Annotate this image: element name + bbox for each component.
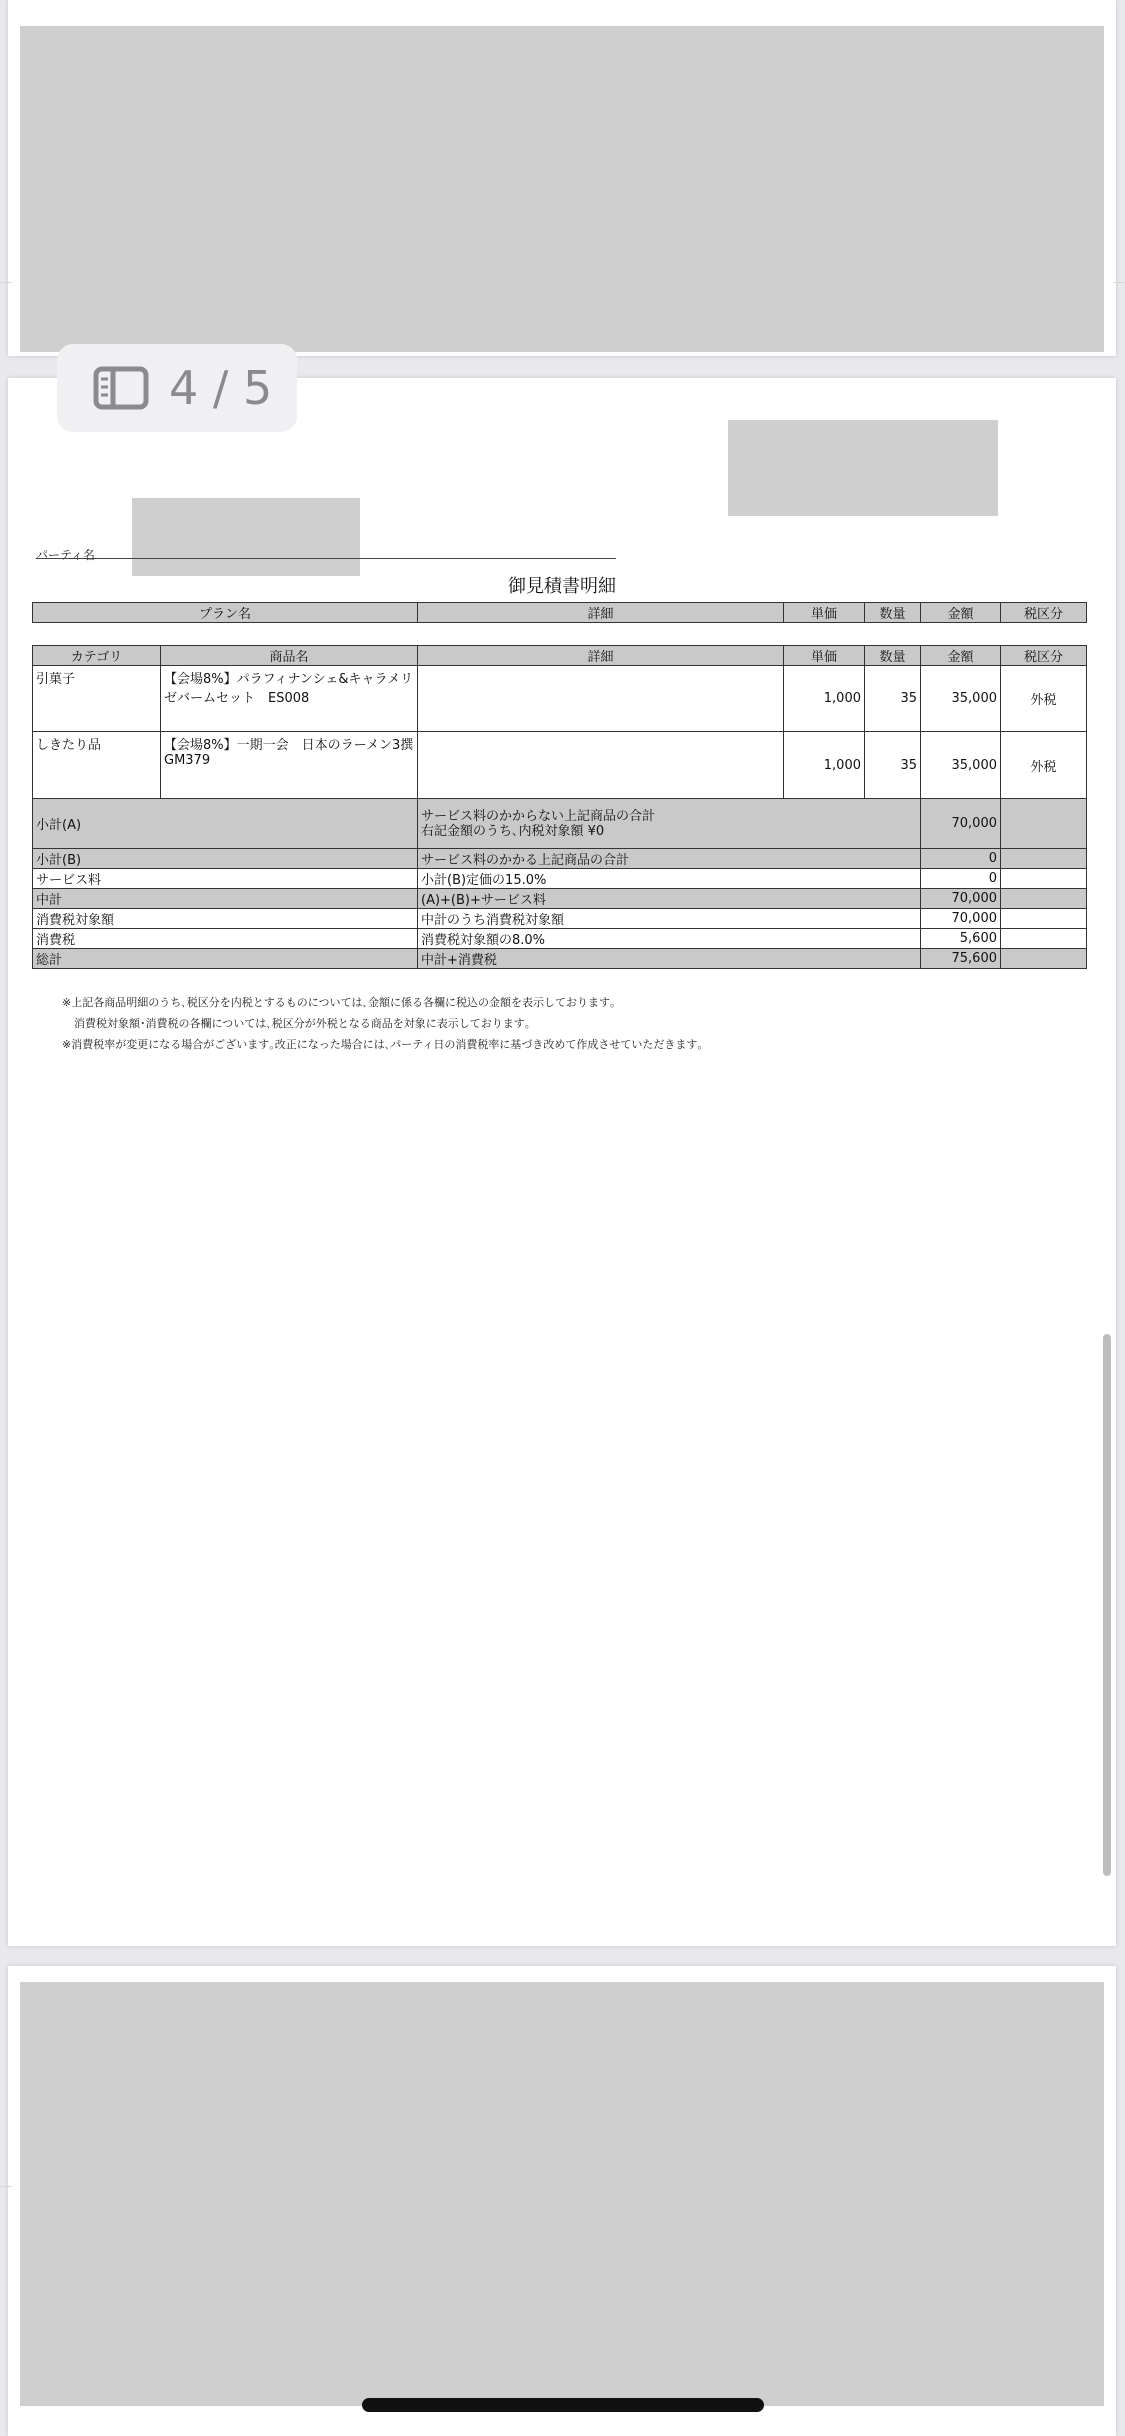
plan-header-cell: 単価 — [784, 603, 865, 623]
summary-label: サービス料 — [33, 869, 418, 889]
page-divider — [1113, 282, 1125, 283]
item-detail — [418, 666, 784, 732]
summary-label: 総計 — [33, 949, 418, 969]
redacted-party-name — [132, 498, 360, 576]
summary-blank — [1001, 849, 1087, 869]
summary-description: 消費税対象額の8.0% — [418, 929, 921, 949]
estimate-detail-table — [32, 645, 1087, 969]
items-header-cell: 税区分 — [1001, 646, 1087, 666]
summary-row-grand-total — [33, 949, 1087, 969]
item-row — [33, 732, 1087, 799]
item-name: 【会場8%】パラフィナンシェ&キャラメリゼバームセット ES008 — [161, 666, 418, 732]
party-name-underline — [36, 558, 616, 559]
summary-description: 中計のうち消費税対象額 — [418, 909, 921, 929]
page-divider — [0, 2186, 12, 2187]
next-page[interactable] — [8, 1966, 1116, 2436]
summary-amount: 70,000 — [921, 799, 1001, 849]
summary-blank — [1001, 929, 1087, 949]
summary-blank — [1001, 889, 1087, 909]
summary-description: 小計(B)定価の15.0% — [418, 869, 921, 889]
plan-header-cell: 詳細 — [418, 603, 784, 623]
item-category: しきたり品 — [33, 732, 161, 799]
summary-description-line: 右記金額のうち､内税対象額 ¥0 — [421, 823, 605, 839]
items-header-cell: 数量 — [865, 646, 921, 666]
item-detail — [418, 732, 784, 799]
footnote: ※消費税率が変更になる場合がございます｡改正になった場合には､パーティ日の消費税率に基づき改めて作成させていただきます｡ — [62, 1038, 703, 1051]
summary-amount: 0 — [921, 849, 1001, 869]
plan-header-row — [33, 603, 1087, 623]
summary-label: 消費税対象額 — [33, 909, 418, 929]
footnote: 消費税対象額･消費税の各欄については､税区分が外税となる商品を対象に表示しております｡ — [74, 1017, 531, 1030]
summary-amount: 0 — [921, 869, 1001, 889]
plan-header-cell: プラン名 — [33, 603, 418, 623]
summary-row-service-fee — [33, 869, 1087, 889]
home-indicator[interactable] — [362, 2398, 764, 2412]
item-unit-price: 1,000 — [784, 732, 865, 799]
item-amount: 35,000 — [921, 732, 1001, 799]
items-header-cell: 単価 — [784, 646, 865, 666]
item-quantity: 35 — [865, 666, 921, 732]
page-number-text: 4 / 5 — [169, 361, 273, 415]
summary-description — [418, 799, 921, 849]
summary-label: 小計(B) — [33, 849, 418, 869]
plan-header-cell: 数量 — [865, 603, 921, 623]
sidebar-toggle-icon[interactable] — [93, 366, 149, 410]
document-title: 御見積書明細 — [508, 576, 616, 597]
summary-description: サービス料のかかる上記商品の合計 — [418, 849, 921, 869]
item-category: 引菓子 — [33, 666, 161, 732]
summary-row-taxable-amount — [33, 909, 1087, 929]
vertical-scrollbar[interactable] — [1103, 1334, 1111, 1876]
item-row — [33, 666, 1087, 732]
redacted-region — [20, 1982, 1104, 2406]
item-name: 【会場8%】一期一会 日本のラーメン3撰 GM379 — [161, 732, 418, 799]
items-header-cell: 詳細 — [418, 646, 784, 666]
item-quantity: 35 — [865, 732, 921, 799]
summary-row-subtotal-b — [33, 849, 1087, 869]
item-unit-price: 1,000 — [784, 666, 865, 732]
party-name-label: パーティ名 — [36, 548, 96, 562]
summary-amount: 75,600 — [921, 949, 1001, 969]
plan-header-cell: 税区分 — [1001, 603, 1087, 623]
summary-description-line: サービス料のかからない上記商品の合計 — [421, 808, 656, 824]
items-header-cell: 商品名 — [161, 646, 418, 666]
plan-table — [32, 602, 1087, 623]
item-amount: 35,000 — [921, 666, 1001, 732]
redacted-region — [20, 26, 1104, 352]
summary-label: 中計 — [33, 889, 418, 909]
page-indicator[interactable] — [57, 344, 297, 432]
items-header-row — [33, 646, 1087, 666]
summary-blank — [1001, 909, 1087, 929]
page-divider — [0, 282, 12, 283]
redacted-logo — [728, 420, 998, 516]
summary-description: (A)+(B)+サービス料 — [418, 889, 921, 909]
items-header-cell: カテゴリ — [33, 646, 161, 666]
summary-blank — [1001, 799, 1087, 849]
summary-row-subtotal-a — [33, 799, 1087, 849]
summary-amount: 5,600 — [921, 929, 1001, 949]
previous-page[interactable] — [8, 0, 1116, 356]
summary-label: 消費税 — [33, 929, 418, 949]
plan-header-cell: 金額 — [921, 603, 1001, 623]
summary-row-middle-total — [33, 889, 1087, 909]
summary-amount: 70,000 — [921, 909, 1001, 929]
summary-description: 中計+消費税 — [418, 949, 921, 969]
item-tax-type: 外税 — [1001, 666, 1087, 732]
item-tax-type: 外税 — [1001, 732, 1087, 799]
summary-row-consumption-tax — [33, 929, 1087, 949]
current-page[interactable] — [8, 378, 1116, 1946]
footnote: ※上記各商品明細のうち､税区分を内税とするものについては､金額に係る各欄に税込の金額を表示しております｡ — [62, 996, 616, 1009]
summary-blank — [1001, 869, 1087, 889]
summary-blank — [1001, 949, 1087, 969]
summary-amount: 70,000 — [921, 889, 1001, 909]
summary-label: 小計(A) — [33, 799, 418, 849]
items-header-cell: 金額 — [921, 646, 1001, 666]
